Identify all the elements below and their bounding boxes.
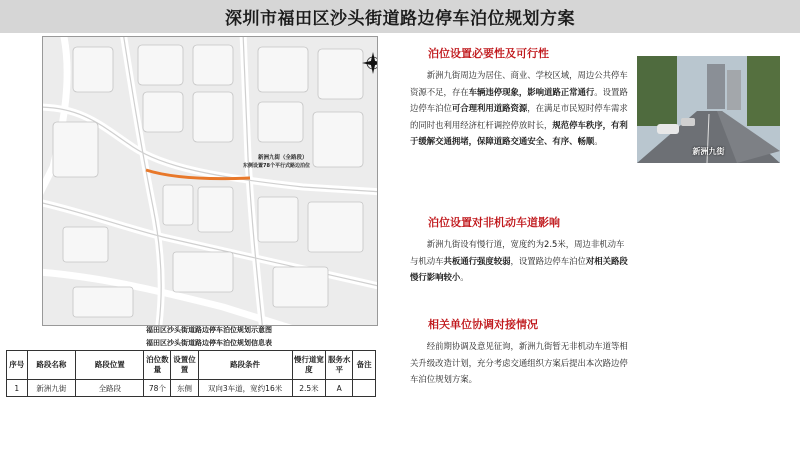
text-run-bold: 对相关路段慢行影响较小	[410, 255, 628, 282]
photo-label: 新洲九街	[692, 147, 725, 156]
text-run-bold: 规范停车秩序，有利于缓解交通拥堵，保障道路交通安全、有序、畅顺	[410, 119, 628, 146]
page-title: 深圳市福田区沙头街道路边停车泊位规划方案	[225, 9, 575, 29]
section-necessity	[410, 45, 632, 150]
header-cell: 泊位数量	[144, 351, 171, 380]
street-photo	[637, 56, 780, 163]
parking-info-table	[6, 350, 376, 397]
text-run: 。	[460, 272, 469, 282]
table-header-row	[7, 351, 376, 380]
header-cell: 备注	[353, 351, 376, 380]
map-drawing	[43, 37, 377, 325]
section-nonmotor-impact	[410, 214, 632, 286]
table-cell: 双向3车道，宽约16米	[198, 380, 292, 397]
text-run: 。	[594, 136, 603, 146]
section-title: 泊位设置对非机动车道影响	[428, 216, 560, 229]
text-run-bold: 共板通行强度较弱	[443, 255, 511, 266]
text-run-bold: 可合理利用道路资源	[451, 103, 528, 113]
table-cell: A	[326, 380, 353, 397]
header-cell: 设置位置	[171, 351, 198, 380]
table-cell: 全路段	[76, 380, 144, 397]
section-title: 相关单位协调对接情况	[428, 318, 538, 331]
text-run: ，在满足市民短时停车需求的同时也利用经济杠杆调控停放时长，	[410, 103, 628, 130]
table-cell: 东侧	[171, 380, 198, 397]
header-cell: 路段条件	[198, 351, 292, 380]
text-run: 经前期协调及意见征询，新洲九街暂无非机动车道等相关升级改造计划，充分考虑交通组织方案后提出本次路边停车泊位规划方案。	[410, 341, 628, 384]
table-caption: 福田区沙头街道路边停车泊位规划信息表	[146, 339, 272, 347]
table-cell	[353, 380, 376, 397]
header-cell: 服务水平	[326, 351, 353, 380]
map-caption: 福田区沙头街道路边停车泊位规划示意图	[146, 326, 272, 334]
map-callout-line1: 新洲九街（全路段）	[258, 155, 308, 161]
text-run: 。设置路边停车泊位	[410, 86, 628, 113]
text-run: ，设置路边停车泊位	[510, 255, 586, 266]
text-run-bold: 车辆违停现象，影响道路正常通行	[468, 86, 595, 97]
header-cell: 慢行道宽度	[292, 351, 326, 380]
header-cell: 序号	[7, 351, 28, 380]
section-title: 泊位设置必要性及可行性	[428, 47, 549, 60]
table-cell: 78个	[144, 380, 171, 397]
section-body	[410, 338, 632, 388]
table-cell: 新洲九街	[27, 380, 76, 397]
section-body	[410, 236, 632, 286]
header-cell: 路段名称	[27, 351, 76, 380]
text-run: 新洲九街设有慢行道，宽度约为2.5米，周边非机动车与机动车	[410, 239, 625, 266]
table-cell: 2.5米	[292, 380, 326, 397]
section-body	[410, 67, 632, 150]
header-cell: 路段位置	[76, 351, 144, 380]
section-coordination	[410, 316, 632, 388]
map-callout-line2: 东侧设置78个平行式路边泊位	[243, 163, 310, 169]
table-row	[7, 380, 376, 397]
table-cell: 1	[7, 380, 28, 397]
text-run: 新洲九街周边为居住、商业、学校区域，周边公共停车资源不足，存在	[410, 70, 628, 97]
planning-map	[42, 36, 378, 326]
